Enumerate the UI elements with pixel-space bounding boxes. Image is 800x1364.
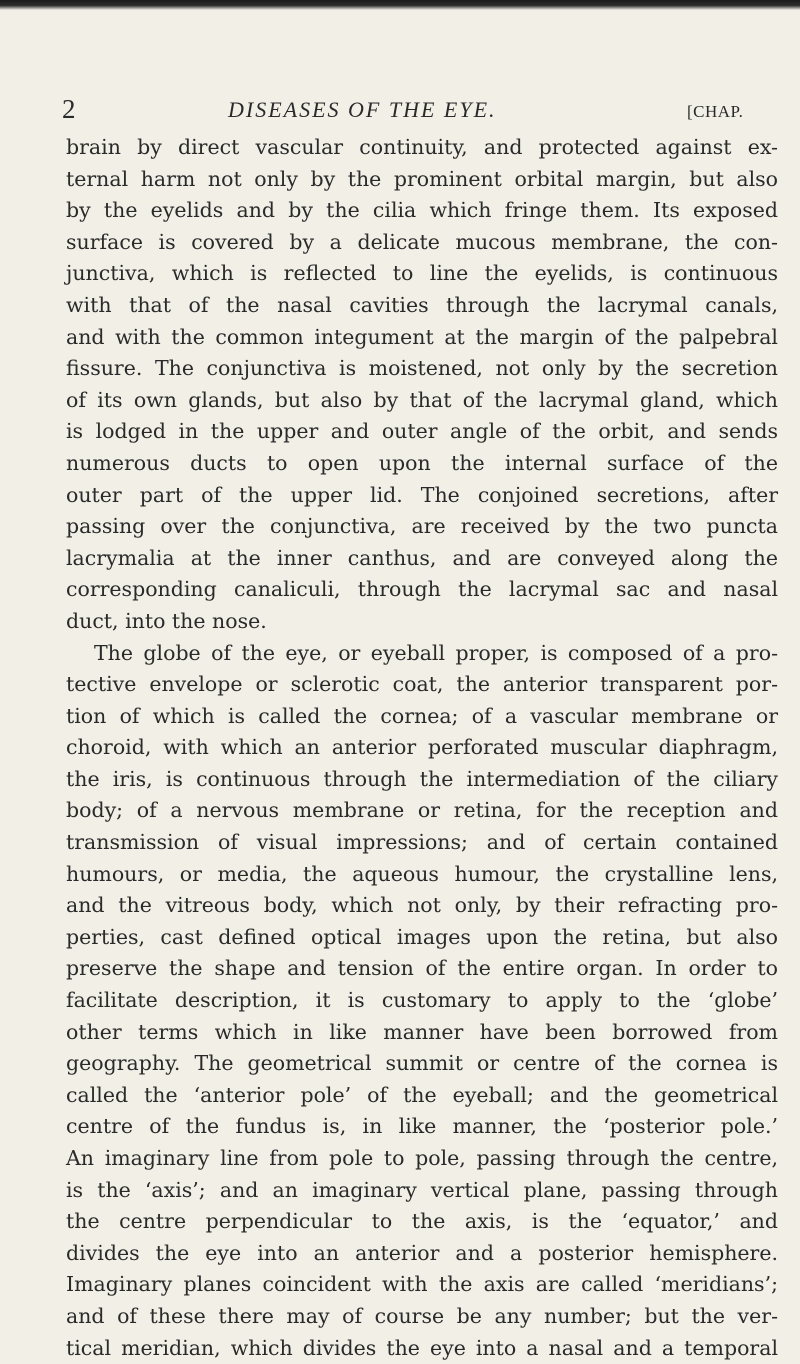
text-line: and of these there may of course be any number; but the ver- [66,1303,778,1328]
text-line: Imaginary planes coincident with the axis are called ‘meridians’; [66,1272,778,1297]
text-line: other terms which in like manner have been borrowed from [66,1019,778,1044]
text-line: preserve the shape and tension of the entire organ. In order to [66,956,778,981]
text-line: corresponding canaliculi, through the lacrymal sac and nasal [66,577,778,602]
text-line: of its own glands, but also by that of the lacrymal gland, which [66,387,778,412]
text-line: surface is covered by a delicate mucous membrane, the con- [66,229,778,254]
text-line: divides the eye into an anterior and a posterior hemisphere. [66,1240,778,1265]
text-line: tion of which is called the cornea; of a vascular membrane or [66,703,778,728]
text-line: passing over the conjunctiva, are received by the two puncta [66,514,778,539]
text-line: lacrymalia at the inner canthus, and are conveyed along the [66,545,778,570]
text-line: facilitate description, it is customary to apply to the ‘globe’ [66,988,778,1013]
text-line: fissure. The conjunctiva is moistened, not only by the secretion [66,356,778,381]
text-line: junctiva, which is reflected to line the eyelids, is continuous [66,261,778,286]
text-line: brain by direct vascular continuity, and protected against ex- [66,135,778,159]
text-line: centre of the fundus is, in like manner, the ‘posterior pole.’ [66,1114,778,1139]
text-line: perties, cast defined optical images upon the retina, but also [66,924,778,949]
text-line: and with the common integument at the margin of the palpebral [66,324,778,349]
body-text [66,132,778,1364]
text-line: transmission of visual impressions; and of certain contained [66,830,778,855]
text-line: with that of the nasal cavities through the lacrymal canals, [66,292,778,317]
chapter-label: [CHAP. [687,102,744,121]
running-title: DISEASES OF THE EYE. [228,97,497,122]
text-line: by the eyelids and by the cilia which fringe them. Its exposed [66,198,778,223]
text-line: An imaginary line from pole to pole, passing through the centre, [66,1146,778,1170]
text-line-paragraph-start: The globe of the eye, or eyeball proper, is composed of a pro- [94,640,778,665]
page-number: 2 [62,94,76,124]
text-line: tective envelope or sclerotic coat, the anterior transparent por- [66,672,778,697]
text-line: numerous ducts to open upon the internal surface of the [66,450,778,475]
text-line: is the ‘axis’; and an imaginary vertical plane, passing through [66,1177,778,1202]
text-line: humours, or media, the aqueous humour, the crystalline lens, [66,861,778,886]
text-line: choroid, with which an anterior perforated muscular diaphragm, [66,735,778,760]
text-line: the iris, is continuous through the intermediation of the ciliary [66,766,778,791]
text-line: tical meridian, which divides the eye into a nasal and a temporal [66,1335,778,1360]
text-line: ternal harm not only by the prominent orbital margin, but also [66,166,778,191]
text-line-paragraph-end: duct, into the nose. [66,608,267,633]
text-line: geography. The geometrical summit or centre of the cornea is [66,1051,778,1076]
running-header [62,92,762,126]
text-line: outer part of the upper lid. The conjoined secretions, after [66,482,778,507]
page-top-edge [0,0,800,10]
text-line: and the vitreous body, which not only, by their refracting pro- [66,893,778,918]
text-line: body; of a nervous membrane or retina, for the reception and [66,798,778,823]
text-line: is lodged in the upper and outer angle of the orbit, and sends [66,419,778,444]
text-line: the centre perpendicular to the axis, is the ‘equator,’ and [66,1209,778,1234]
text-line: called the ‘anterior pole’ of the eyeball; and the geometrical [66,1082,778,1107]
